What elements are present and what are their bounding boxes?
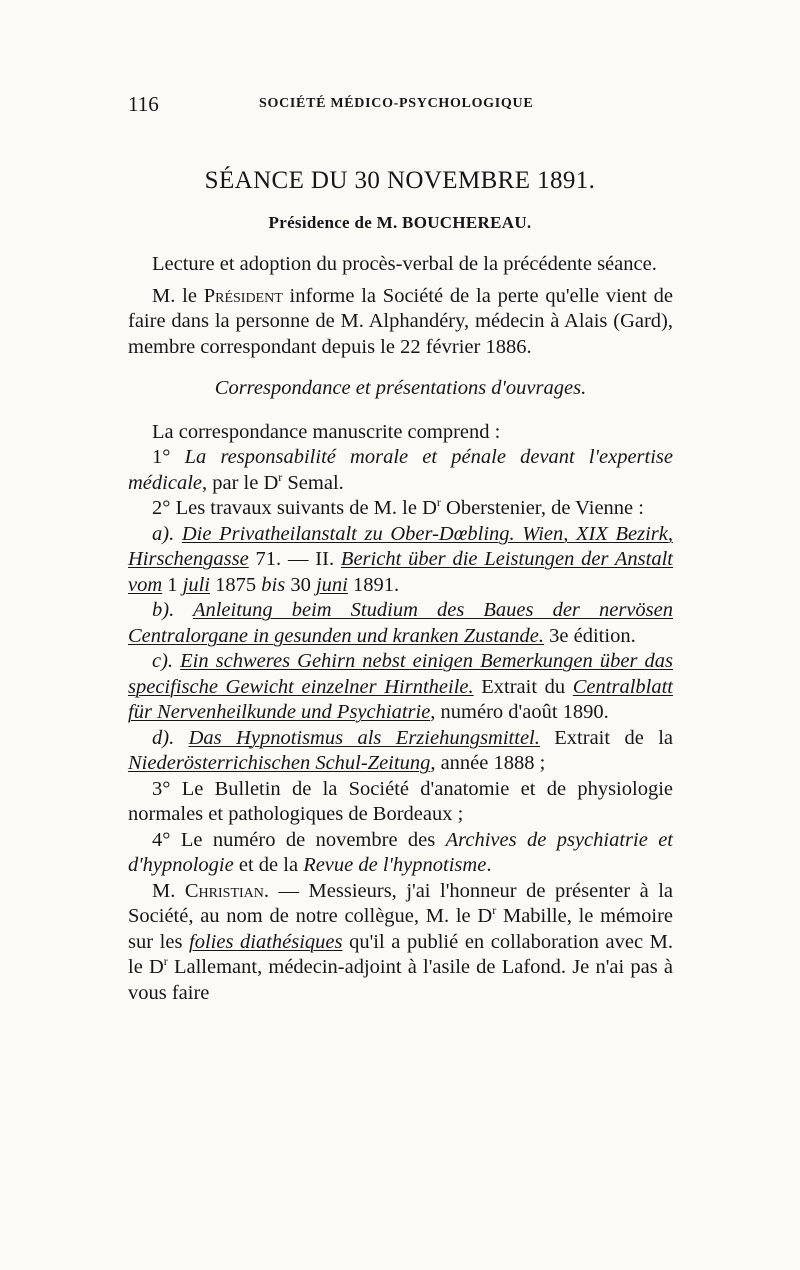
text-run: 1 xyxy=(162,573,183,596)
running-title: SOCIÉTÉ MÉDICO-PSYCHOLOGIQUE xyxy=(259,96,534,111)
work-title: Niederösterrichischen Schul-Zeitung xyxy=(128,752,431,774)
speaker-name: Christian xyxy=(184,879,264,902)
president-name: Président xyxy=(203,284,283,307)
text-run: 3e édition. xyxy=(544,624,636,647)
list-item-b xyxy=(128,598,673,649)
item-number: 1° xyxy=(152,446,185,468)
paragraph-president xyxy=(128,284,673,361)
text-run: Oberstenier, de Vienne : xyxy=(440,497,644,519)
paragraph-christian xyxy=(128,879,673,1007)
list-item-a xyxy=(128,522,673,599)
text-run: 30 xyxy=(285,573,316,596)
text-run: , numéro d'août 1890. xyxy=(430,701,609,723)
work-title: Bericht über die Leistungen der Anstalt vom xyxy=(128,548,673,596)
work-title: folies diathésiques xyxy=(189,930,343,953)
work-title: Revue de l'hypnotisme xyxy=(303,854,487,876)
text-run: , année 1888 ; xyxy=(430,752,546,774)
text-run: , par le D xyxy=(202,471,279,494)
superscript: r xyxy=(163,954,168,969)
item-label: a). xyxy=(152,522,182,545)
text-run: Extrait du xyxy=(473,675,573,698)
text-run: Lallemant, médecin-adjoint à l'asile de Lafond. Je n'ai pas à vous faire xyxy=(128,956,673,1004)
work-title: Das Hypnotismus als Erziehungsmittel. xyxy=(188,726,540,749)
item-label: d). xyxy=(152,726,189,749)
text-run: informe la Société de la perte qu'elle vient de faire dans la personne de M. Alphandéry, médecin à Alais (Gard), membre correspondant depuis le 22 février 1886. xyxy=(128,284,673,358)
superscript: r xyxy=(492,903,497,918)
list-item-3: 3° Le Bulletin de la Société d'anatomie et de physiologie normales et pathologiques de Bordeaux ; xyxy=(128,777,673,825)
list-item-c xyxy=(128,649,673,726)
list-item-4 xyxy=(128,828,673,879)
text-run: 4° Le numéro de novembre des xyxy=(152,828,446,851)
list-item-d xyxy=(128,726,673,777)
paragraph-proces-verbal: Lecture et adoption du procès-verbal de la précédente séance. xyxy=(152,253,657,275)
text-run: et de la xyxy=(233,854,304,876)
item-label: c). xyxy=(152,650,181,672)
work-title: Die Privatheilanstalt zu Ober-Dœbling. Wien, XIX Bezirk, Hirschengasse xyxy=(128,522,674,570)
item-label: b). xyxy=(152,599,193,621)
work-title: juli xyxy=(182,573,210,596)
text-run: M. le xyxy=(152,284,204,307)
section-heading: Correspondance et présentations d'ouvrages. xyxy=(214,377,587,399)
work-title: Centralblatt für Nervenheilkunde und Psychiatrie xyxy=(128,675,673,723)
work-title: Archives de psychiatrie et d'hypnologie xyxy=(128,828,673,876)
work-title: La responsabilité morale et pénale devant l'expertise médicale xyxy=(128,446,673,494)
text-run: qu'il a publié en collaboration avec M. le D xyxy=(128,930,673,978)
page-number: 116 xyxy=(128,92,159,116)
superscript: r xyxy=(278,469,283,484)
presidence-line: Présidence de M. BOUCHEREAU. xyxy=(268,213,532,232)
text-run: 2° Les travaux suivants de M. le D xyxy=(152,497,437,519)
page-header xyxy=(128,92,671,122)
text-run: Extrait de la xyxy=(539,726,673,749)
text-run: 71. — II. xyxy=(248,548,341,570)
text-run: M. xyxy=(152,879,185,902)
work-title: juni xyxy=(315,573,348,596)
superscript: r xyxy=(436,495,441,510)
text-run: Semal. xyxy=(282,471,344,494)
text-run: Mabille, le mémoire sur les xyxy=(128,905,673,953)
text-run: 1891. xyxy=(347,573,400,596)
work-title: Ein schweres Gehirn nebst einigen Bemerkungen über das specifische Gewicht einzelner Hirntheile. xyxy=(128,650,673,698)
text-run: 1875 xyxy=(210,573,262,596)
paragraph-correspondance: La correspondance manuscrite comprend : xyxy=(152,420,501,443)
work-title: bis xyxy=(261,573,286,596)
text-run: . xyxy=(486,854,492,876)
list-item-1 xyxy=(128,445,673,496)
body-text xyxy=(128,252,673,1006)
work-title: Anleitung beim Studium des Baues der nervösen Centralorgane in gesunden und kranken Zustande. xyxy=(128,599,673,647)
session-title: SÉANCE DU 30 NOVEMBRE 1891. xyxy=(204,167,596,194)
list-item-2 xyxy=(128,496,673,522)
text-run: . — Messieurs, j'ai l'honneur de présenter à la Société, au nom de notre collègue, M. le D xyxy=(128,879,673,927)
